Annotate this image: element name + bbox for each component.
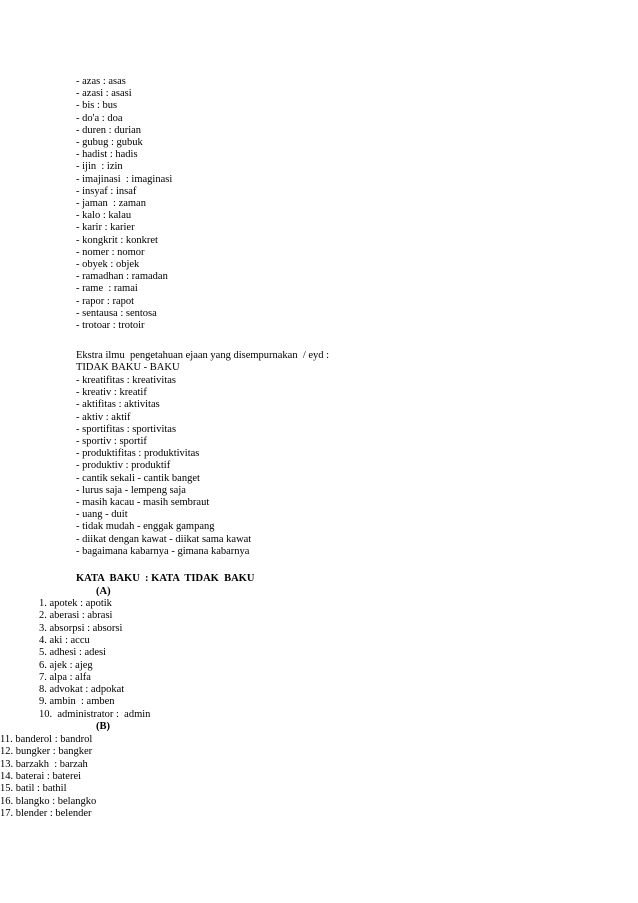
list-item: - kongkrit : konkret bbox=[76, 234, 158, 246]
list-item: - ijin : izin bbox=[76, 161, 123, 173]
list-item: - uang - duit bbox=[76, 509, 128, 521]
list-item: - duren : durian bbox=[76, 124, 142, 136]
list-item: - insyaf : insaf bbox=[76, 185, 137, 197]
numbered-item: 5. adhesi : adesi bbox=[39, 647, 107, 659]
list-item: - diikat dengan kawat - diikat sama kawat bbox=[76, 533, 252, 545]
numbered-item: 10. administrator : admin bbox=[39, 708, 151, 720]
section-a-label: (A) bbox=[96, 586, 111, 597]
numbered-item: 3. absorpsi : absorsi bbox=[39, 622, 123, 634]
list-item: - kreatifitas : kreativitas bbox=[76, 375, 177, 386]
list-item: - azas : asas bbox=[76, 76, 126, 87]
list-item: - azasi : asasi bbox=[76, 88, 132, 100]
numbered-item: 9. ambin : amben bbox=[39, 696, 115, 708]
list-item: - bagaimana kabarnya - gimana kabarnya bbox=[76, 545, 250, 557]
numbered-item: 12. bungker : bangker bbox=[0, 746, 93, 758]
list-item: - produktifitas : produktivitas bbox=[76, 448, 200, 460]
list-item: - aktifitas : aktivitas bbox=[76, 399, 160, 411]
list-item: - lurus saja - lempeng saja bbox=[76, 484, 186, 496]
list-item: - masih kacau - masih sembraut bbox=[76, 497, 210, 508]
list-item: - produktiv : produktif bbox=[76, 460, 171, 472]
numbered-item: 4. aki : accu bbox=[39, 634, 90, 646]
list-item: - nomer : nomor bbox=[76, 246, 145, 258]
list-item: - sportifitas : sportivitas bbox=[76, 423, 177, 435]
kata-baku-heading: KATA BAKU : KATA TIDAK BAKU bbox=[76, 573, 255, 584]
list-item: - sportiv : sportif bbox=[76, 436, 147, 447]
list-item: - cantik sekali - cantik banget bbox=[76, 472, 200, 484]
list-item: - obyek : objek bbox=[76, 259, 140, 270]
list-item: - jaman : zaman bbox=[76, 198, 146, 209]
list-item: - aktiv : aktif bbox=[76, 411, 131, 423]
list-item: - do'a : doa bbox=[76, 112, 123, 124]
list-item: - tidak mudah - enggak gampang bbox=[76, 521, 215, 533]
numbered-item: 8. advokat : adpokat bbox=[39, 684, 125, 696]
list-item: - ramadhan : ramadan bbox=[76, 271, 168, 283]
numbered-item: 14. baterai : baterei bbox=[0, 770, 82, 782]
numbered-item: 17. blender : belender bbox=[0, 807, 92, 819]
list-item: - gubug : gubuk bbox=[76, 137, 143, 148]
list-item: - rapor : rapot bbox=[76, 295, 135, 307]
list-item: - kreativ : kreatif bbox=[76, 387, 147, 399]
list-item: - hadist : hadis bbox=[76, 149, 138, 161]
list-item: - sentausa : sentosa bbox=[76, 307, 157, 319]
list-item: - imajinasi : imaginasi bbox=[76, 173, 173, 185]
list-item: - trotoar : trotoir bbox=[76, 320, 145, 331]
list-item: - kalo : kalau bbox=[76, 210, 132, 222]
list-item: - rame : ramai bbox=[76, 283, 138, 295]
numbered-item: 11. banderol : bandrol bbox=[0, 734, 93, 745]
numbered-item: 7. alpa : alfa bbox=[39, 671, 91, 683]
ekstra-heading: Ekstra ilmu pengetahuan ejaan yang disempurnakan / eyd : bbox=[76, 350, 330, 361]
numbered-item: 15. batil : bathil bbox=[0, 783, 67, 795]
list-item: - karir : karier bbox=[76, 222, 135, 234]
numbered-item: 2. aberasi : abrasi bbox=[39, 610, 113, 622]
tidak-baku-heading: TIDAK BAKU - BAKU bbox=[76, 362, 180, 373]
numbered-item: 16. blangko : belangko bbox=[0, 795, 97, 807]
numbered-item: 1. apotek : apotik bbox=[39, 598, 112, 609]
numbered-item: 6. ajek : ajeg bbox=[39, 659, 93, 671]
list-item: - bis : bus bbox=[76, 100, 118, 112]
section-b-label: (B) bbox=[96, 721, 110, 732]
numbered-item: 13. barzakh : barzah bbox=[0, 758, 88, 770]
